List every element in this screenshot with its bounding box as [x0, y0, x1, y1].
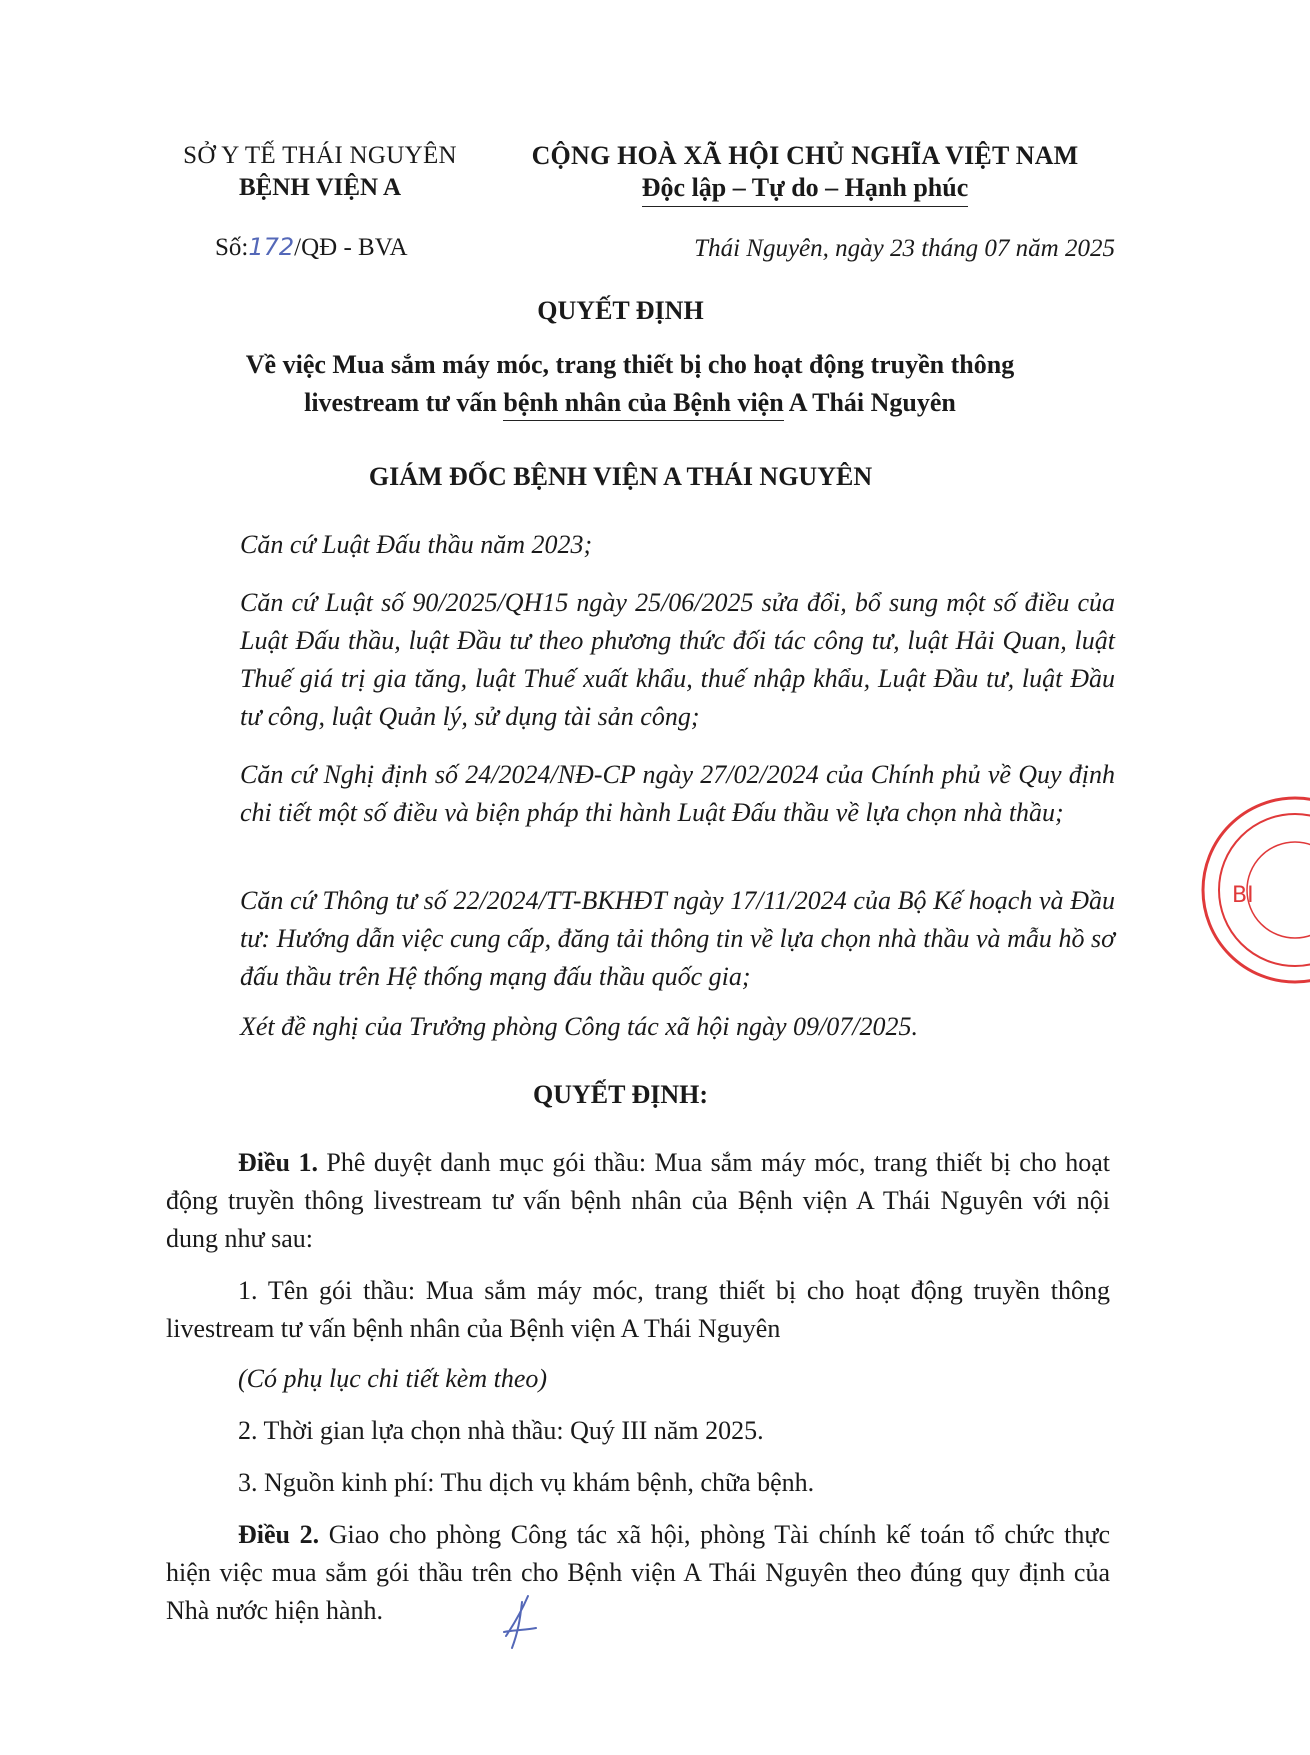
doc-no-handwritten: 172 [248, 233, 295, 261]
seal-partial-text: BI [1232, 883, 1254, 908]
article-1-item-3: 3. Nguồn kinh phí: Thu dịch vụ khám bệnh, chữa bệnh. [238, 1468, 815, 1497]
basis-paragraph-1 [170, 526, 1115, 564]
national-heading [500, 140, 1110, 207]
doc-no-suffix: /QĐ - BVA [294, 234, 408, 261]
basis-text: Căn cứ Nghị định số 24/2024/NĐ-CP ngày 27/02/2024 của Chính phủ về Quy định chi tiết một số điều và biện pháp thi hành Luật Đấu thầu về lựa chọn nhà thầu; [240, 760, 1115, 827]
decision-heading: QUYẾT ĐỊNH: [532, 1080, 709, 1109]
basis-paragraph-4 [170, 882, 1115, 996]
subject-underlined: bệnh nhân của Bệnh viện [503, 386, 783, 421]
appendix-note: (Có phụ lục chi tiết kèm theo) [238, 1364, 548, 1393]
article-1-label: Điều 1. [238, 1148, 318, 1177]
organization-name: BỆNH VIỆN A [238, 174, 402, 201]
red-seal-stamp [1180, 790, 1310, 990]
article-2 [166, 1516, 1110, 1630]
article-1 [166, 1144, 1110, 1258]
doc-no-prefix: Số: [215, 234, 249, 261]
article-1-item-2: 2. Thời gian lựa chọn nhà thầu: Quý III năm 2025. [238, 1416, 764, 1445]
basis-paragraph-2 [170, 584, 1115, 736]
basis-paragraph-5 [170, 1008, 1115, 1046]
basis-paragraph-3 [170, 756, 1115, 832]
document-title: QUYẾT ĐỊNH [537, 296, 704, 325]
subject-line-1: Về việc Mua sắm máy móc, trang thiết bị cho hoạt động truyền thông [245, 350, 1015, 379]
parent-organization: SỞ Y TẾ THÁI NGUYÊN [183, 142, 457, 169]
subject-line-2 [150, 384, 1110, 422]
issue-date: Thái Nguyên, ngày 23 tháng 07 năm 2025 [694, 235, 1115, 262]
basis-text: Xét đề nghị của Trưởng phòng Công tác xã hội ngày 09/07/2025. [240, 1012, 919, 1041]
basis-text: Căn cứ Thông tư số 22/2024/TT-BKHĐT ngày 17/11/2024 của Bộ Kế hoạch và Đầu tư: Hướng dẫn việc cung cấp, đăng tải thông tin về lựa chọn nhà thầu và mẫu hồ sơ đấu thầu trên Hệ thống mạng đấu thầu quốc gia; [240, 886, 1115, 991]
basis-text: Căn cứ Luật Đấu thầu năm 2023; [240, 530, 593, 559]
authority-heading: GIÁM ĐỐC BỆNH VIỆN A THÁI NGUYÊN [368, 462, 873, 491]
nation-name: CỘNG HOÀ XÃ HỘI CHỦ NGHĨA VIỆT NAM [531, 141, 1079, 170]
national-motto: Độc lập – Tự do – Hạnh phúc [642, 172, 969, 207]
article-2-label: Điều 2. [238, 1520, 320, 1549]
document-number [215, 232, 408, 263]
basis-text: Căn cứ Luật số 90/2025/QH15 ngày 25/06/2025 sửa đổi, bổ sung một số điều của Luật Đấu thầu, luật Đầu tư theo phương thức đối tác công tư, luật Hải Quan, luật Thuế giá trị gia tăng, luật Thuế xuất khẩu, thuế nhập khẩu, Luật Đầu tư, luật Đầu tư công, luật Quản lý, sử dụng tài sản công; [240, 588, 1115, 731]
issuer-block [150, 140, 490, 204]
handwritten-initial [500, 1592, 540, 1652]
document-subject [150, 346, 1110, 422]
article-2-text: Giao cho phòng Công tác xã hội, phòng Tài chính kế toán tổ chức thực hiện việc mua sắm gói thầu trên cho Bệnh viện A Thái Nguyên theo đúng quy định của Nhà nước hiện hành. [166, 1520, 1111, 1625]
subject-line-2-start: livestream tư vấn [304, 388, 504, 417]
subject-line-2-end: A Thái Nguyên [783, 388, 956, 417]
article-1-item-1: 1. Tên gói thầu: Mua sắm máy móc, trang thiết bị cho hoạt động truyền thông livestream tư vấn bệnh nhân của Bệnh viện A Thái Nguyên [166, 1276, 1110, 1343]
article-1-text: Phê duyệt danh mục gói thầu: Mua sắm máy móc, trang thiết bị cho hoạt động truyền thông livestream tư vấn bệnh nhân của Bệnh viện A Thái Nguyên với nội dung như sau: [166, 1148, 1110, 1253]
